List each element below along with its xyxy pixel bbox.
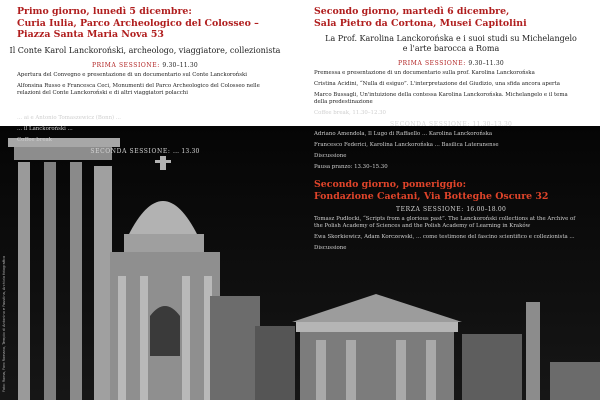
day-two-column — [306, 0, 596, 256]
session-heading: PRIMA SESSIONE: 9.30–11.30 — [92, 61, 198, 69]
program-item: Discussione — [314, 153, 347, 160]
program-item: Francesco Federici, Karolina Lanckorońska ... Basilica Lateranense — [314, 142, 499, 149]
session-heading: TERZA SESSIONE: 16.00–18.00 — [396, 206, 506, 214]
program-item: Coffee break — [17, 136, 52, 143]
day-one-column — [0, 0, 290, 158]
program-item: ... ai e Antonio Tomaszewicz (Bonn) ... — [17, 114, 122, 121]
program-item: Alfonsina Russo e Francesca Ceci, Monumenti del Parco Archeologico del Colosseo nelle relazioni del Conte Lanckoroński e di altri viaggiatori polacchi — [17, 82, 260, 96]
day-one-subtitle: Il Conte Karol Lanckoroński, archeologo, viaggiatore, collezionista — [9, 45, 281, 55]
day-two-afternoon-title: Secondo giorno, pomeriggio: Fondazione Caetani, Via Botteghe Oscure 32 — [314, 179, 549, 202]
program-item: Cristina Acidini, “Nulla di esiguo”. L'interpretazione del Giudizio, una sfida ancora aperta — [314, 81, 560, 88]
program-item: Pausa pranzo: 13.30–15.30 — [314, 164, 388, 171]
program-item: Premessa e presentazione di un documentario sulla prof. Karolina Lanckorońska — [314, 70, 535, 77]
program-item: ... il Lanckoroński ... — [17, 125, 73, 132]
day-one-title: Primo giorno, lunedì 5 dicembre: Curia Iulia, Parco Archeologico del Colosseo – Piazza Santa Maria Nova 53 — [17, 6, 259, 41]
session-heading: SECONDA SESSIONE: ... 13.30 — [90, 147, 200, 155]
program-item: Apertura del Convegno e presentazione di un documentario sul Conte Lanckoroński — [17, 71, 247, 78]
program-item: Coffee break, 11.30–12.30 — [314, 110, 386, 117]
program-item: Adriano Amendola, Il Lugo di Raffaello ... Karolina Lanckorońska — [314, 131, 493, 138]
program-item: Marco Bussagli, Un'intuizione della contessa Karolina Lanckorońska. Michelangelo e il tema della predestinazione — [314, 92, 568, 106]
day-two-title: Secondo giorno, martedì 6 dicembre, Sala Pietro da Cortona, Musei Capitolini — [314, 6, 527, 29]
session-heading: PRIMA SESSIONE: 9.30–11.30 — [398, 60, 504, 68]
session-heading: SECONDA SESSIONE: 11.30–13.30 — [389, 121, 513, 129]
photo-credit: Foto: Roma, Foro Romano, Tempio di Antonino e Faustina, Archivio fotografico — [2, 255, 6, 392]
program-item: Tomasz Pudłocki, “Scripts from a glorious past”. The Lanckoroński collections at the Archive of the Polish Academy of Sciences and the Polish Academy of Learning in Kraków — [314, 216, 576, 230]
program-item: Ewa Skorkiewicz, Adam Korczewski, ... come testimone del fascino scientifico e collezionista ... — [314, 234, 575, 241]
day-two-subtitle: La Prof. Karolina Lanckorońska e i suoi studi su Michelangelo e l'arte barocca a Roma — [325, 34, 577, 54]
program-item: Discussione — [314, 245, 347, 252]
